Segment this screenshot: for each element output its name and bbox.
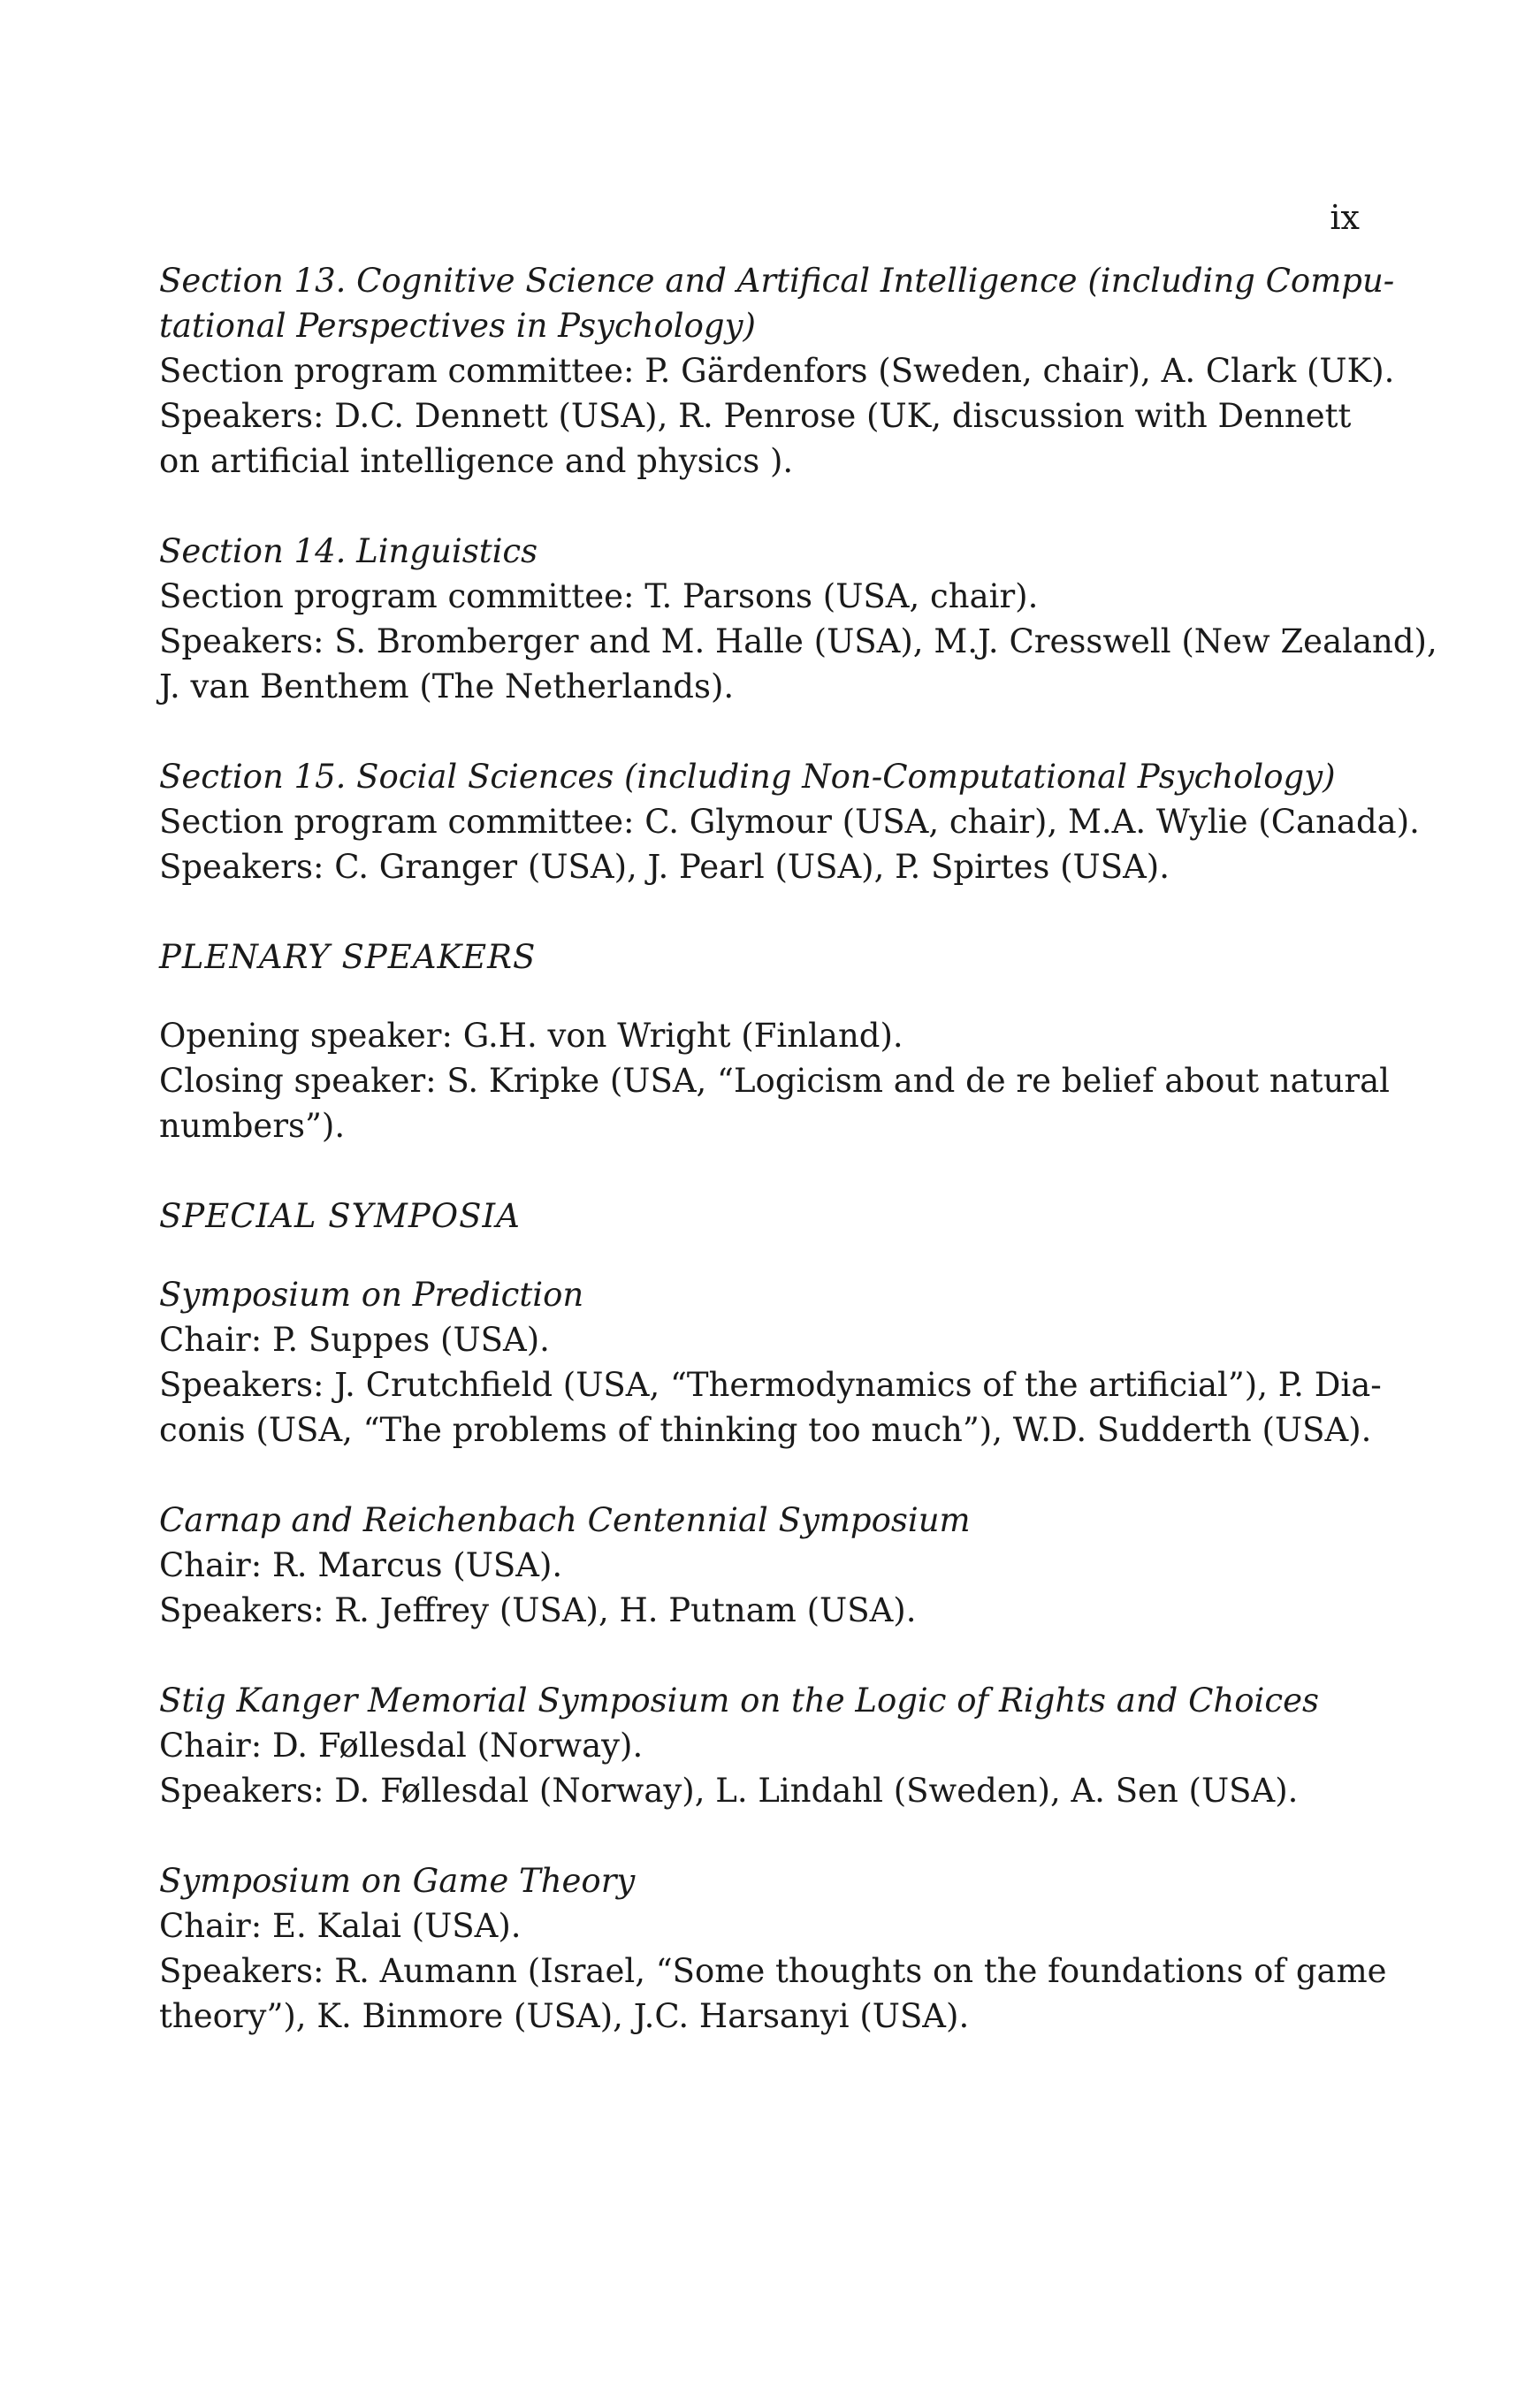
- symposium-game-theory: [159, 1858, 1387, 2039]
- symposium-speakers: Speakers: R. Aumann (Israel, “Some thoughts on the foundations of game: [159, 1952, 1387, 1990]
- section-13: [159, 258, 1395, 484]
- symposia-heading-block: [159, 1194, 1375, 1239]
- section-speakers: on artificial intelligence and physics ).: [159, 442, 794, 480]
- symposium-speakers: conis (USA, “The problems of thinking too much”), W.D. Sudderth (USA).: [159, 1411, 1372, 1449]
- page-number: ix: [1330, 198, 1360, 237]
- section-title: Section 15. Social Sciences (including Non-Computational Psychology): [159, 758, 1336, 796]
- symposium-speakers: theory”), K. Binmore (USA), J.C. Harsanyi (USA).: [159, 1997, 970, 2035]
- plenary-speakers: [159, 1013, 1390, 1148]
- symposium-carnap-reichenbach: [159, 1498, 1375, 1633]
- section-committee: Section program committee: T. Parsons (USA, chair).: [159, 577, 1039, 615]
- symposium-speakers: Speakers: R. Jeffrey (USA), H. Putnam (USA).: [159, 1591, 917, 1629]
- symposium-prediction: [159, 1272, 1382, 1453]
- symposium-speakers: Speakers: J. Crutchfield (USA, “Thermodynamics of the artificial”), P. Dia-: [159, 1366, 1382, 1404]
- section-speakers: J. van Benthem (The Netherlands).: [159, 667, 735, 705]
- symposium-stig-kanger: [159, 1678, 1375, 1813]
- section-committee: Section program committee: C. Glymour (USA, chair), M.A. Wylie (Canada).: [159, 803, 1420, 841]
- symposium-title: Stig Kanger Memorial Symposium on the Logic of Rights and Choices: [159, 1682, 1319, 1720]
- section-title: Section 14. Linguistics: [159, 532, 538, 570]
- section-speakers: Speakers: C. Granger (USA), J. Pearl (USA), P. Spirtes (USA).: [159, 848, 1170, 886]
- plenary-line: Opening speaker: G.H. von Wright (Finland).: [159, 1017, 903, 1055]
- symposium-title: Carnap and Reichenbach Centennial Symposium: [159, 1501, 971, 1539]
- section-speakers: Speakers: S. Bromberger and M. Halle (USA), M.J. Cresswell (New Zealand),: [159, 622, 1437, 660]
- plenary-line: Closing speaker: S. Kripke (USA, “Logicism and de re belief about natural: [159, 1062, 1390, 1100]
- symposium-title: Symposium on Prediction: [159, 1276, 584, 1314]
- symposia-heading: SPECIAL SYMPOSIA: [159, 1197, 521, 1235]
- section-speakers: Speakers: D.C. Dennett (USA), R. Penrose (UK, discussion with Dennett: [159, 397, 1352, 435]
- symposium-chair: Chair: D. Føllesdal (Norway).: [159, 1727, 644, 1765]
- plenary-line: numbers”).: [159, 1107, 346, 1145]
- symposium-chair: Chair: P. Suppes (USA).: [159, 1321, 550, 1359]
- section-14: [159, 529, 1437, 709]
- section-title: tational Perspectives in Psychology): [159, 307, 756, 345]
- symposium-title: Symposium on Game Theory: [159, 1862, 636, 1900]
- page-content: [159, 258, 1437, 2084]
- section-15: [159, 754, 1420, 889]
- section-committee: Section program committee: P. Gärdenfors (Sweden, chair), A. Clark (UK).: [159, 352, 1395, 390]
- symposium-chair: Chair: E. Kalai (USA).: [159, 1907, 522, 1945]
- plenary-heading-block: [159, 934, 1375, 980]
- symposium-speakers: Speakers: D. Føllesdal (Norway), L. Lindahl (Sweden), A. Sen (USA).: [159, 1772, 1299, 1810]
- section-title: Section 13. Cognitive Science and Artifical Intelligence (including Compu-: [159, 262, 1395, 300]
- symposium-chair: Chair: R. Marcus (USA).: [159, 1546, 563, 1584]
- plenary-heading: PLENARY SPEAKERS: [159, 938, 537, 976]
